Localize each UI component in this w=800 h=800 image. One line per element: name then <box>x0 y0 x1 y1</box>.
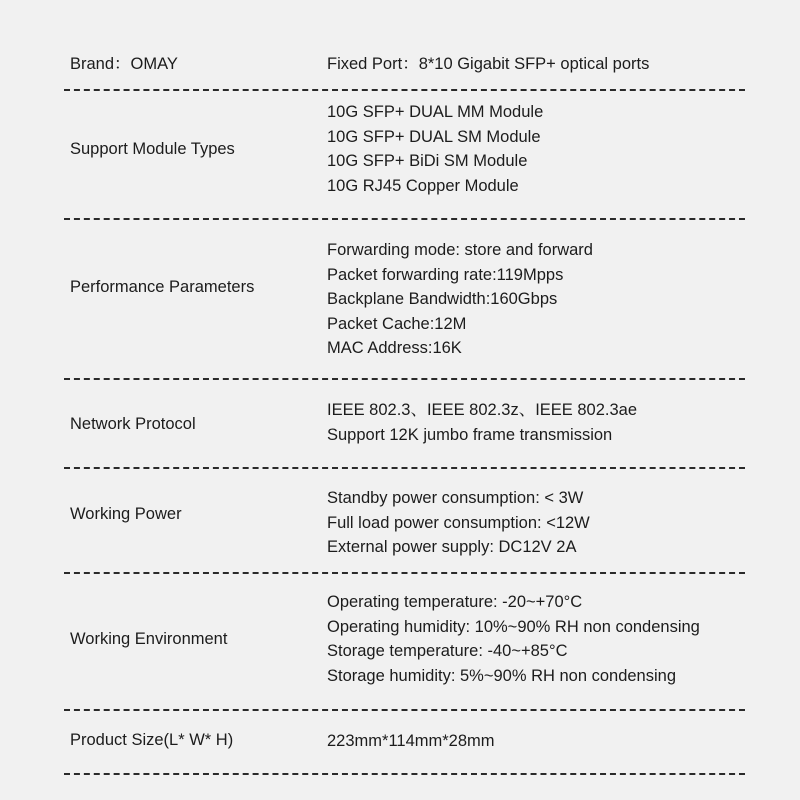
spec-value-product-size: 223mm*114mm*28mm <box>327 732 495 750</box>
spec-line: Support 12K jumbo frame transmission <box>327 425 613 444</box>
spec-line: Operating temperature: -20~+70°C <box>327 593 583 611</box>
spec-line: 10G SFP+ DUAL SM Module <box>327 127 541 146</box>
spec-line: 10G SFP+ DUAL MM Module <box>327 103 544 121</box>
spec-line: 10G RJ45 Copper Module <box>327 176 519 195</box>
spec-label-module-types: Support Module Types <box>70 140 235 158</box>
spec-label-working-power: Working Power <box>70 505 182 523</box>
spec-label-network-protocol: Network Protocol <box>70 415 196 433</box>
spec-line: External power supply: DC12V 2A <box>327 538 577 556</box>
dashed-divider <box>64 218 745 220</box>
spec-value-module-types <box>327 100 543 198</box>
spec-line: 10G SFP+ BiDi SM Module <box>327 152 528 170</box>
spec-value-performance <box>327 238 593 361</box>
dashed-divider <box>64 773 745 775</box>
spec-line: Backplane Bandwidth:160Gbps <box>327 290 558 308</box>
spec-label-performance: Performance Parameters <box>70 278 255 296</box>
brand-label: Brand：OMAY <box>70 55 178 73</box>
spec-line: Standby power consumption: < 3W <box>327 489 584 507</box>
spec-line: IEEE 802.3、IEEE 802.3z、IEEE 802.3ae <box>327 401 638 419</box>
spec-line: Full load power consumption: <12W <box>327 513 590 532</box>
spec-value-working-environment <box>327 590 700 688</box>
spec-line: Storage humidity: 5%~90% RH non condensing <box>327 666 677 685</box>
dashed-divider <box>64 467 745 469</box>
dashed-divider <box>64 89 745 91</box>
spec-line: Storage temperature: -40~+85°C <box>327 642 568 660</box>
spec-line: Forwarding mode: store and forward <box>327 241 593 259</box>
fixed-port-value: Fixed Port：8*10 Gigabit SFP+ optical ports <box>327 55 650 73</box>
spec-line: Packet forwarding rate:119Mpps <box>327 265 564 284</box>
spec-value-network-protocol <box>327 398 637 447</box>
spec-label-product-size: Product Size(L* W* H) <box>70 731 234 749</box>
spec-line: MAC Address:16K <box>327 339 462 357</box>
dashed-divider <box>64 709 745 711</box>
spec-value-working-power <box>327 486 590 560</box>
dashed-divider <box>64 572 745 574</box>
spec-line: Packet Cache:12M <box>327 314 467 333</box>
spec-label-working-environment: Working Environment <box>70 630 228 648</box>
dashed-divider <box>64 378 745 380</box>
spec-line: Operating humidity: 10%~90% RH non condensing <box>327 617 700 636</box>
